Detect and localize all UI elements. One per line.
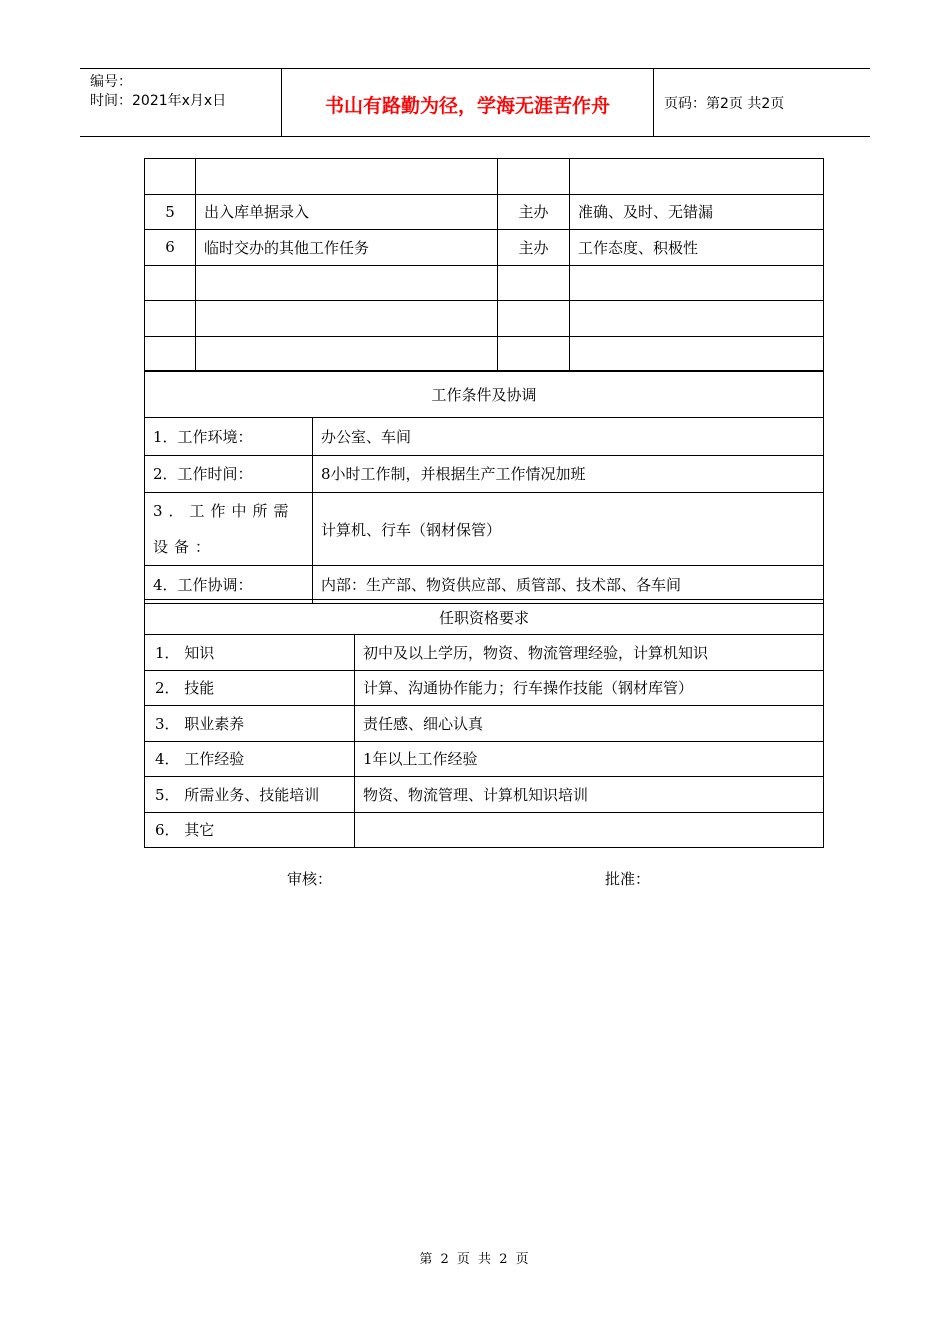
duty-role <box>498 265 570 301</box>
page-info: 页码：第2页 共2页 <box>664 95 785 112</box>
duties-table <box>144 158 824 372</box>
table-row <box>145 455 824 493</box>
qualification-label: 5． 所需业务、技能培训 <box>145 777 355 813</box>
duty-standard <box>570 159 824 195</box>
duty-standard: 工作态度、积极性 <box>570 230 824 266</box>
qualification-label: 1． 知识 <box>145 635 355 671</box>
number-label: 编号： <box>90 74 132 90</box>
table-row <box>145 230 824 266</box>
section-header-row <box>145 600 824 635</box>
qualifications-table <box>144 599 824 848</box>
table-row <box>145 670 824 706</box>
duty-no <box>145 265 196 301</box>
table-row <box>145 812 824 848</box>
table-row <box>145 706 824 742</box>
header-left <box>80 69 282 136</box>
condition-value: 8小时工作制，并根据生产工作情况加班 <box>313 455 824 493</box>
qualification-value: 1年以上工作经验 <box>355 741 824 777</box>
condition-value: 内部：生产部、物资供应部、质管部、技术部、各车间 <box>313 566 824 604</box>
duty-no <box>145 336 196 372</box>
duty-no <box>145 159 196 195</box>
condition-value: 办公室、车间 <box>313 418 824 456</box>
page-header <box>80 68 870 137</box>
duty-no: 6 <box>145 230 196 266</box>
table-row <box>145 265 824 301</box>
table-row <box>145 301 824 337</box>
duty-task: 临时交办的其他工作任务 <box>196 230 498 266</box>
condition-value: 计算机、行车（钢材保管） <box>313 493 824 566</box>
qualification-value: 责任感、细心认真 <box>355 706 824 742</box>
duty-no: 5 <box>145 194 196 230</box>
duty-standard: 准确、及时、无错漏 <box>570 194 824 230</box>
duty-role <box>498 159 570 195</box>
motto: 书山有路勤为径，学海无涯苦作舟 <box>282 69 654 136</box>
table-row <box>145 418 824 456</box>
condition-label: 2．工作时间： <box>145 455 313 493</box>
qualification-value: 物资、物流管理、计算机知识培训 <box>355 777 824 813</box>
conditions-table <box>144 370 824 604</box>
section-header-row <box>145 371 824 418</box>
table-row <box>145 635 824 671</box>
duty-task <box>196 159 498 195</box>
duty-role: 主办 <box>498 194 570 230</box>
table-row <box>145 741 824 777</box>
qualification-value: 计算、沟通协作能力；行车操作技能（钢材库管） <box>355 670 824 706</box>
table-row <box>145 159 824 195</box>
qualification-value: 初中及以上学历，物资、物流管理经验，计算机知识 <box>355 635 824 671</box>
table-row <box>145 566 824 604</box>
review-label: 审核： <box>287 870 333 888</box>
duty-standard <box>570 336 824 372</box>
qualifications-title: 任职资格要求 <box>145 600 824 635</box>
table-row <box>145 336 824 372</box>
duty-task: 出入库单据录入 <box>196 194 498 230</box>
duty-role: 主办 <box>498 230 570 266</box>
conditions-title: 工作条件及协调 <box>145 371 824 418</box>
page-footer: 第 2 页 共 2 页 <box>419 1252 531 1267</box>
duty-task <box>196 301 498 337</box>
qualification-label: 2． 技能 <box>145 670 355 706</box>
duty-standard <box>570 301 824 337</box>
table-row <box>145 194 824 230</box>
duty-standard <box>570 265 824 301</box>
approve-label: 批准： <box>605 870 651 888</box>
qualification-value <box>355 812 824 848</box>
duty-role <box>498 336 570 372</box>
duty-task <box>196 336 498 372</box>
duty-no <box>145 301 196 337</box>
table-row <box>145 493 824 566</box>
duty-role <box>498 301 570 337</box>
duty-task <box>196 265 498 301</box>
time-label: 时间：2021年x月x日 <box>90 93 227 109</box>
table-row <box>145 777 824 813</box>
condition-label: 3．工作中所需设备： <box>145 493 313 566</box>
qualification-label: 3． 职业素养 <box>145 706 355 742</box>
qualification-label: 4． 工作经验 <box>145 741 355 777</box>
qualification-label: 6． 其它 <box>145 812 355 848</box>
condition-label: 1．工作环境： <box>145 418 313 456</box>
condition-label: 4．工作协调： <box>145 566 313 604</box>
